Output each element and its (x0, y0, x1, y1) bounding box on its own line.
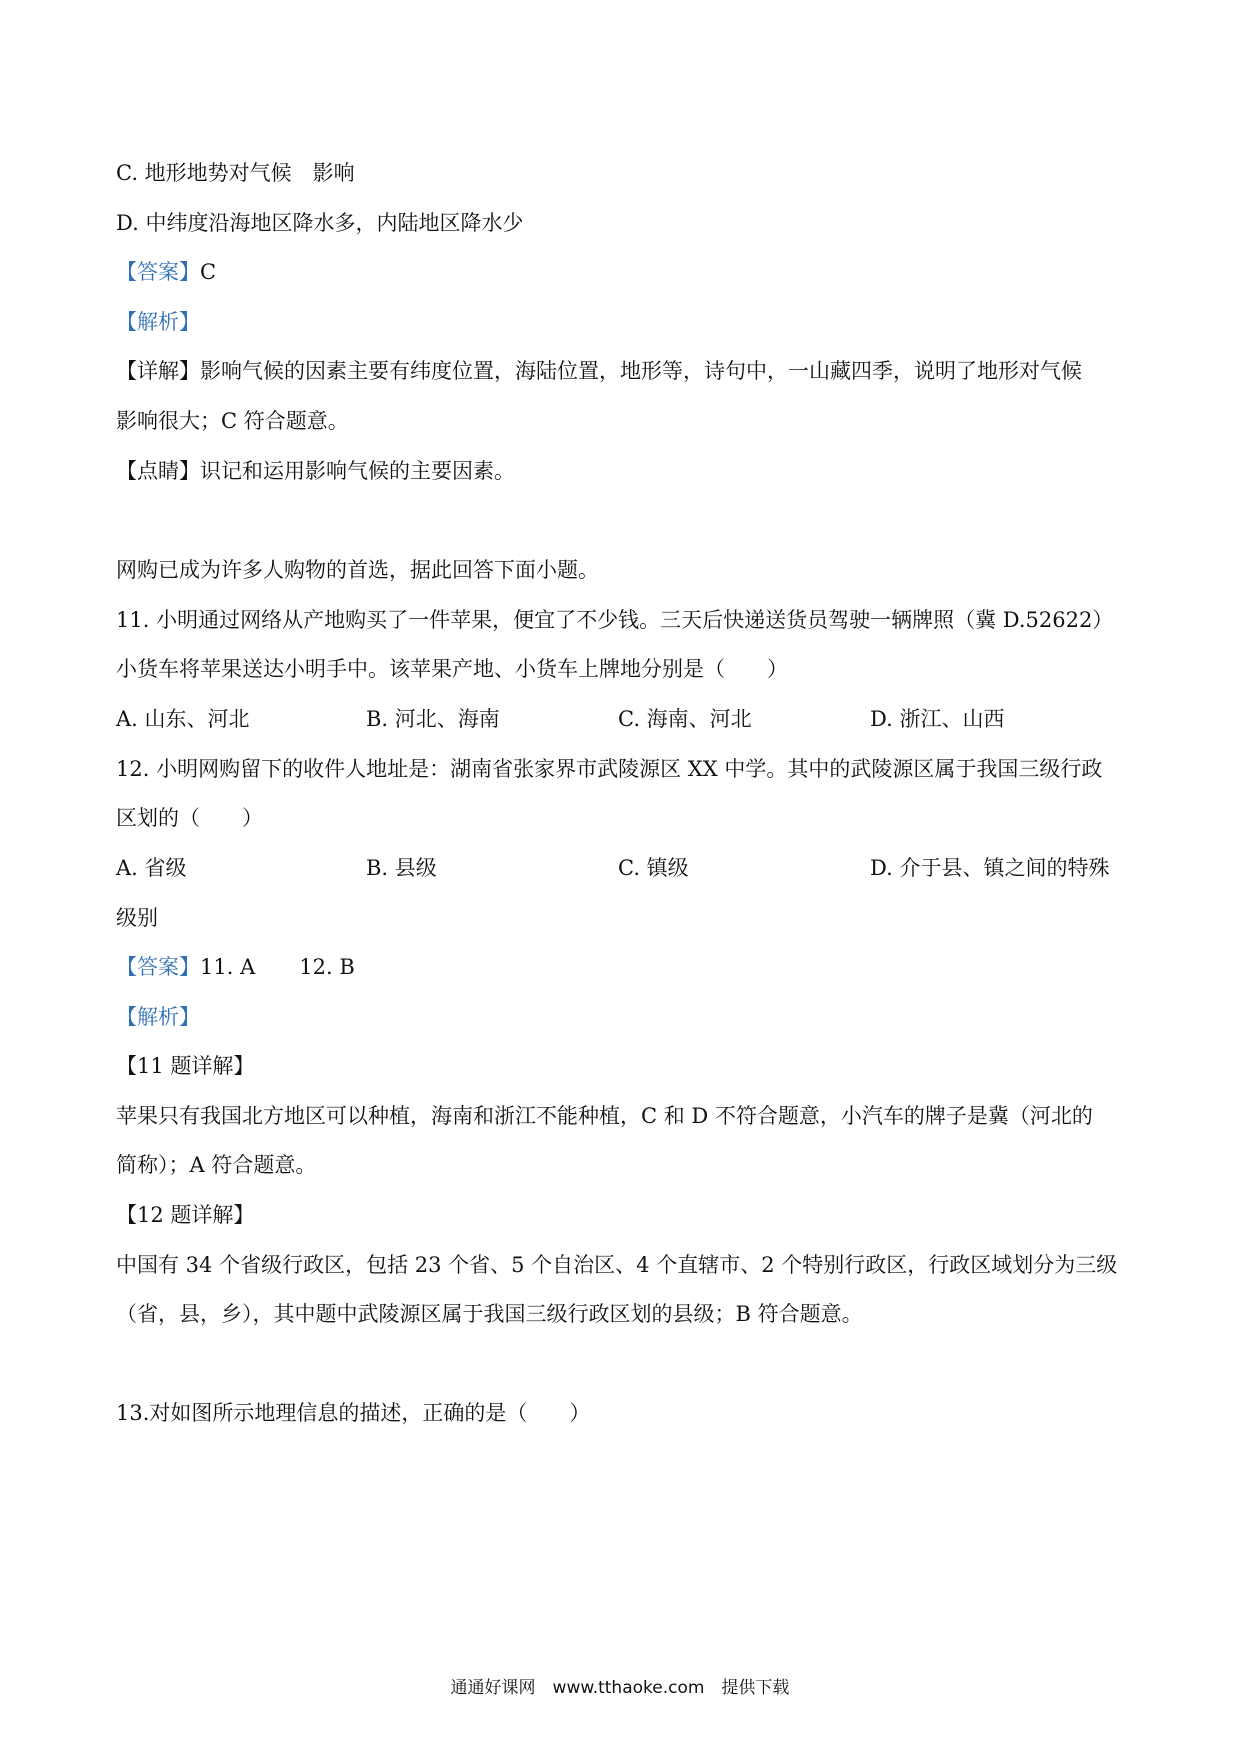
q12-stem-line2: 区划的（ ） (116, 806, 263, 830)
q11-detail-line1: 苹果只有我国北方地区可以种植，海南和浙江不能种植，C 和 D 不符合题意，小汽车的牌子是冀（河北的 (116, 1104, 1093, 1128)
answer-12: 12. B (299, 955, 355, 979)
page-footer: 通通好课网 www.tthaoke.com 提供下载 (450, 1678, 790, 1698)
q10-detail-line2: 影响很大；C 符合题意。 (116, 409, 349, 433)
q12-option-a: A. 省级 (116, 856, 187, 880)
group-intro: 网购已成为许多人购物的首选，据此回答下面小题。 (116, 558, 599, 582)
q10-point (116, 456, 515, 486)
q12-option-b: B. 县级 (366, 856, 437, 880)
q11-option-b: B. 河北、海南 (366, 707, 500, 731)
q11-option-c: C. 海南、河北 (618, 707, 752, 731)
q10-detail-line1 (116, 356, 1082, 386)
q11-detail-line2: 简称）；A 符合题意。 (116, 1153, 317, 1177)
answer-value: C (200, 260, 217, 284)
q11-stem-line2: 小货车将苹果送达小明手中。该苹果产地、小货车上牌地分别是（ ） (116, 657, 788, 681)
q12-option-c: C. 镇级 (618, 856, 689, 880)
point-text: 识记和运用影响气候的主要因素。 (200, 459, 515, 483)
detail-tag: 【详解】 (116, 359, 200, 383)
q10-answer (116, 257, 216, 287)
q11-detail-tag: 【11 题详解】 (116, 1054, 255, 1078)
q11-option-a: A. 山东、河北 (116, 707, 250, 731)
q11-stem-line1: 11. 小明通过网络从产地购买了一件苹果，便宜了不少钱。三天后快递送货员驾驶一辆牌照（冀 D.52622） (116, 608, 1114, 632)
q10-option-c: C. 地形地势对气候 影响 (116, 161, 355, 185)
q12-stem-line1: 12. 小明网购留下的收件人地址是：湖南省张家界市武陵源区 XX 中学。其中的武陵源区属于我国三级行政 (116, 757, 1103, 781)
q12-detail-line2: （省，县，乡），其中题中武陵源区属于我国三级行政区划的县级；B 符合题意。 (116, 1302, 863, 1326)
q10-analysis-tag: 【解析】 (116, 310, 200, 334)
q10-option-d: D. 中纬度沿海地区降水多，内陆地区降水少 (116, 211, 524, 235)
q12-option-d: D. 介于县、镇之间的特殊 (870, 856, 1110, 880)
answer-11: 11. A (200, 955, 256, 979)
q12-option-d-continuation: 级别 (116, 906, 158, 930)
group-analysis-tag: 【解析】 (116, 1005, 200, 1029)
group-answer (116, 952, 355, 982)
q11-option-d: D. 浙江、山西 (870, 707, 1005, 731)
point-tag: 【点睛】 (116, 459, 200, 483)
q12-detail-tag: 【12 题详解】 (116, 1203, 255, 1227)
answer-tag: 【答案】 (116, 955, 200, 979)
answer-tag: 【答案】 (116, 260, 200, 284)
q12-detail-line1: 中国有 34 个省级行政区，包括 23 个省、5 个自治区、4 个直辖市、2 个特别行政区，行政区域划分为三级 (116, 1253, 1118, 1277)
detail-text: 影响气候的因素主要有纬度位置，海陆位置，地形等，诗句中，一山藏四季，说明了地形对气候 (200, 359, 1082, 383)
q13-stem: 13.对如图所示地理信息的描述，正确的是（ ） (116, 1401, 591, 1425)
